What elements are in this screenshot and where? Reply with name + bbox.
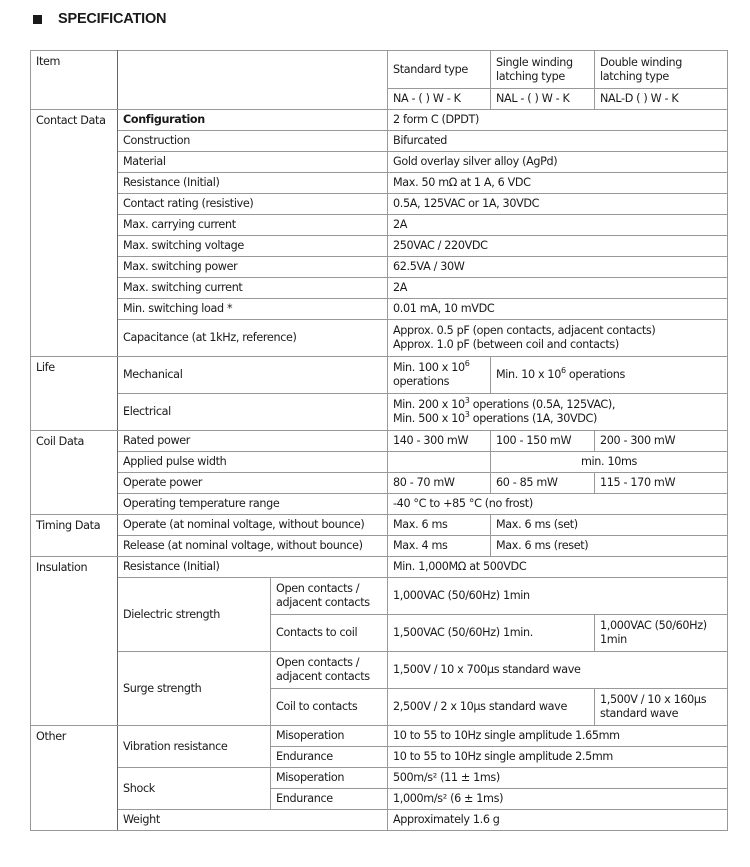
- row-value-double: 115 - 170 mW: [595, 473, 728, 494]
- row-label: Surge strength: [118, 652, 271, 726]
- model-single-latching: NAL - ( ) W - K: [491, 89, 595, 110]
- table-row: [31, 194, 728, 215]
- type-single-latching: Single winding latching type: [491, 51, 595, 89]
- value-line: Approx. 0.5 pF (open contacts, adjacent contacts): [393, 324, 656, 337]
- row-value: 2,500V / 2 x 10μs standard wave: [388, 689, 595, 726]
- table-row: [31, 357, 728, 394]
- table-row: [31, 515, 728, 536]
- table-row: [31, 536, 728, 557]
- row-value: 1,000m/s² (6 ± 1ms): [388, 789, 728, 810]
- table-row: [31, 810, 728, 831]
- row-value: 2A: [388, 278, 728, 299]
- row-value-double: 1,500V / 10 x 160μs standard wave: [595, 689, 728, 726]
- table-row: [31, 557, 728, 578]
- row-value: Max. 50 mΩ at 1 A, 6 VDC: [388, 173, 728, 194]
- table-row: [31, 394, 728, 431]
- row-sublabel: Contacts to coil: [271, 615, 388, 652]
- row-label: Min. switching load *: [118, 299, 388, 320]
- section-heading: [33, 9, 166, 29]
- row-value: 250VAC / 220VDC: [388, 236, 728, 257]
- table-row: [31, 110, 728, 131]
- table-row: [31, 652, 728, 689]
- row-label: Mechanical: [118, 357, 388, 394]
- row-value-standard: Min. 100 x $10^6$ operations: [388, 357, 491, 394]
- table-row: [31, 257, 728, 278]
- row-label: Resistance (Initial): [118, 557, 388, 578]
- row-label: Max. switching power: [118, 257, 388, 278]
- table-row: [31, 131, 728, 152]
- row-sublabel: Endurance: [271, 789, 388, 810]
- row-value-single: 100 - 150 mW: [491, 431, 595, 452]
- row-label: Operating temperature range: [118, 494, 388, 515]
- row-value: Approximately 1.6 g: [388, 810, 728, 831]
- row-value: 500m/s² (11 ± 1ms): [388, 768, 728, 789]
- group-contact-data: Contact Data: [31, 110, 118, 357]
- row-value-latching: Max. 6 ms (set): [491, 515, 728, 536]
- row-label: Operate power: [118, 473, 388, 494]
- row-value: Min. 200 x $10^3$ operations (0.5A, 125VAC), Min. 500 x $10^3$ operations (1A, 30VDC): [388, 394, 728, 431]
- type-double-latching: Double winding latching type: [595, 51, 728, 89]
- row-sublabel: Misoperation: [271, 768, 388, 789]
- group-coil-data: Coil Data: [31, 431, 118, 515]
- row-value: 1,000VAC (50/60Hz) 1min: [388, 578, 728, 615]
- row-value: 1,500VAC (50/60Hz) 1min.: [388, 615, 595, 652]
- value-line: Approx. 1.0 pF (between coil and contacts): [393, 338, 619, 351]
- row-value-standard: 140 - 300 mW: [388, 431, 491, 452]
- table-row: [31, 278, 728, 299]
- row-sublabel: Open contacts / adjacent contacts: [271, 578, 388, 615]
- header-row: [31, 51, 728, 89]
- table-row: [31, 299, 728, 320]
- row-value: Min. 1,000MΩ at 500VDC: [388, 557, 728, 578]
- model-standard: NA - ( ) W - K: [388, 89, 491, 110]
- row-label: Configuration: [118, 110, 388, 131]
- row-label: Contact rating (resistive): [118, 194, 388, 215]
- row-label: Release (at nominal voltage, without bounce): [118, 536, 388, 557]
- row-sublabel: Coil to contacts: [271, 689, 388, 726]
- row-sublabel: Open contacts / adjacent contacts: [271, 652, 388, 689]
- row-value: [388, 320, 728, 357]
- row-value-standard: [388, 452, 491, 473]
- table-row: [31, 431, 728, 452]
- row-label: Rated power: [118, 431, 388, 452]
- model-double-latching: NAL-D ( ) W - K: [595, 89, 728, 110]
- row-label: Vibration resistance: [118, 726, 271, 768]
- item-header: Item: [31, 51, 118, 110]
- row-value-single: 60 - 85 mW: [491, 473, 595, 494]
- table-row: [31, 452, 728, 473]
- group-timing-data: Timing Data: [31, 515, 118, 557]
- table-row: [31, 173, 728, 194]
- row-value: 10 to 55 to 10Hz single amplitude 2.5mm: [388, 747, 728, 768]
- row-value-standard: 80 - 70 mW: [388, 473, 491, 494]
- row-value-double: 1,000VAC (50/60Hz) 1min: [595, 615, 728, 652]
- item-header-blank: [118, 51, 388, 110]
- row-sublabel: Misoperation: [271, 726, 388, 747]
- table-row: [31, 768, 728, 789]
- row-value: 0.01 mA, 10 mVDC: [388, 299, 728, 320]
- table-row: [31, 494, 728, 515]
- table-row: [31, 152, 728, 173]
- row-value-standard: Max. 4 ms: [388, 536, 491, 557]
- row-label: Construction: [118, 131, 388, 152]
- row-value: 10 to 55 to 10Hz single amplitude 1.65mm: [388, 726, 728, 747]
- row-sublabel: Endurance: [271, 747, 388, 768]
- row-value: 62.5VA / 30W: [388, 257, 728, 278]
- row-label: Capacitance (at 1kHz, reference): [118, 320, 388, 357]
- row-label: Operate (at nominal voltage, without bounce): [118, 515, 388, 536]
- specification-table: [30, 50, 728, 831]
- row-label: Resistance (Initial): [118, 173, 388, 194]
- row-label: Applied pulse width: [118, 452, 388, 473]
- row-label: Material: [118, 152, 388, 173]
- group-life: Life: [31, 357, 118, 431]
- group-insulation: Insulation: [31, 557, 118, 726]
- row-label: Max. carrying current: [118, 215, 388, 236]
- table-row: [31, 215, 728, 236]
- row-label: Weight: [118, 810, 388, 831]
- row-value: 1,500V / 10 x 700μs standard wave: [388, 652, 728, 689]
- type-standard: Standard type: [388, 51, 491, 89]
- row-value-latching: min. 10ms: [491, 452, 728, 473]
- table-row: [31, 473, 728, 494]
- row-label: Electrical: [118, 394, 388, 431]
- table-row: [31, 236, 728, 257]
- row-value-standard: Max. 6 ms: [388, 515, 491, 536]
- row-value: Gold overlay silver alloy (AgPd): [388, 152, 728, 173]
- row-label: Max. switching current: [118, 278, 388, 299]
- row-label: Dielectric strength: [118, 578, 271, 652]
- row-value: 2 form C (DPDT): [388, 110, 728, 131]
- group-other: Other: [31, 726, 118, 831]
- table-row: [31, 578, 728, 615]
- section-title: SPECIFICATION: [58, 11, 167, 27]
- row-label: Max. switching voltage: [118, 236, 388, 257]
- row-value: 0.5A, 125VAC or 1A, 30VDC: [388, 194, 728, 215]
- row-value: -40 °C to +85 °C (no frost): [388, 494, 728, 515]
- row-value: Bifurcated: [388, 131, 728, 152]
- table-row: [31, 320, 728, 357]
- row-value-latching: Max. 6 ms (reset): [491, 536, 728, 557]
- table-row: [31, 726, 728, 747]
- row-value-double: 200 - 300 mW: [595, 431, 728, 452]
- square-bullet-icon: [33, 15, 42, 24]
- row-value-latching: Min. 10 x $10^6$ operations: [491, 357, 728, 394]
- row-value: 2A: [388, 215, 728, 236]
- row-label: Shock: [118, 768, 271, 810]
